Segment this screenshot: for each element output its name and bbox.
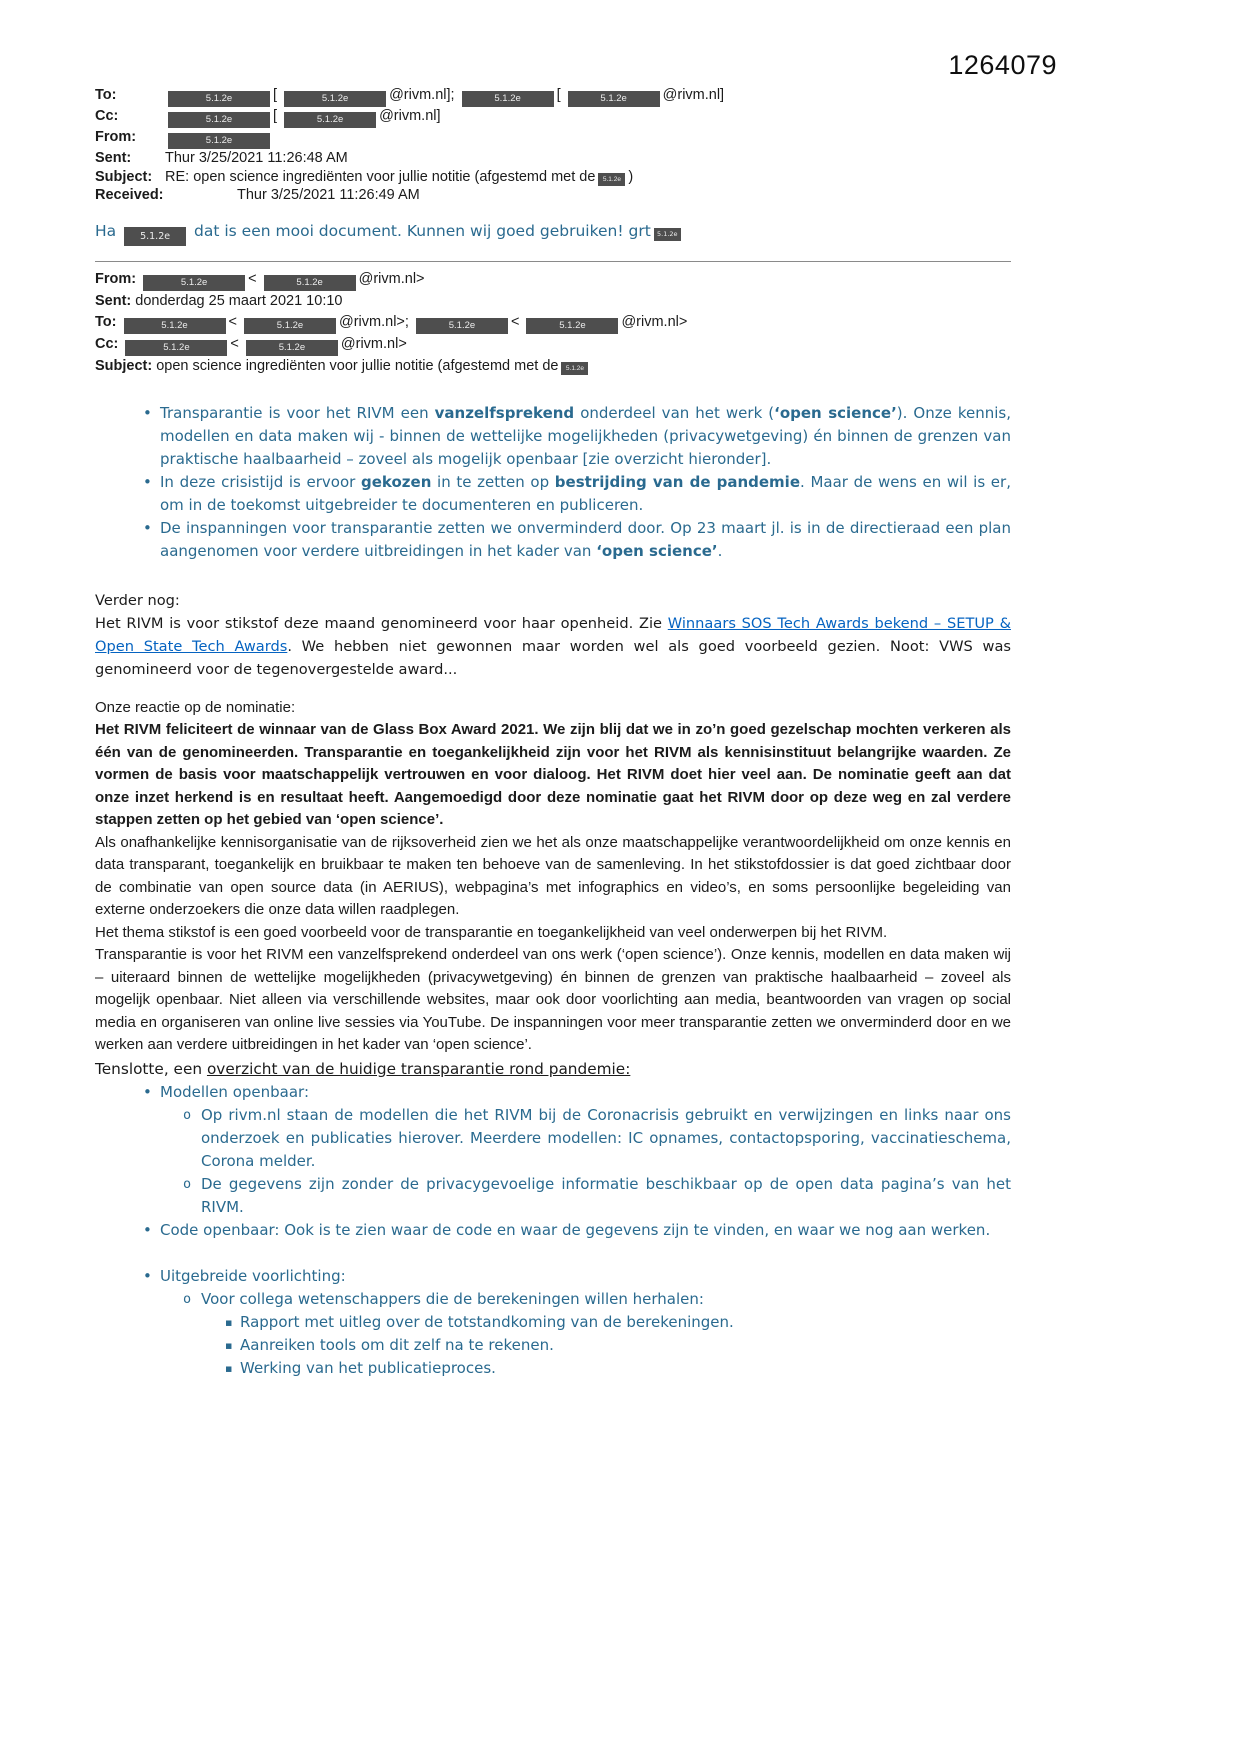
text-run: ). Onze kennis, modellen en data maken wij - binnen de wettelijke mogelijkheden (privacywetgeving) én binnen de grenzen van praktische haalbaarheid – zoveel als mogelijk openbaar [zie overzicht hieronder].	[160, 403, 1011, 468]
subject-value	[165, 168, 1011, 187]
sent-value: donderdag 25 maart 2021 10:10	[135, 292, 343, 309]
text-run: De inspanningen voor transparantie zetten we onverminderd door. Op 23 maart jl. is in de directieraad een plan aangenomen voor verdere uitbreidingen in het kader van	[160, 518, 1011, 560]
transparency-overview-list	[95, 1081, 1011, 1380]
angle-bracket: <	[228, 314, 237, 330]
text-run-bold: gekozen	[361, 472, 432, 491]
to-label: To:	[95, 87, 117, 103]
bullet-text: • Code openbaar: Ook is te zien waar de code en waar de gegevens zijn te vinden, en waar we nog aan werken.	[160, 1220, 991, 1239]
bullet-text: ▪ Werking van het publicatieproces.	[240, 1358, 496, 1377]
address-text: @rivm.nl>;	[339, 314, 409, 330]
address-text: @rivm.nl>	[621, 314, 688, 330]
list-item	[143, 1081, 1011, 1104]
header-row-to	[95, 86, 1011, 107]
bullet-text: ▪ Aanreiken tools om dit zelf na te rekenen.	[240, 1335, 554, 1354]
redaction-box: 5.1.2e	[124, 318, 226, 334]
header-row-cc	[95, 107, 1011, 128]
to-label: To:	[95, 314, 117, 330]
text-run-bold: ‘open science’	[596, 541, 718, 560]
received-label: Received:	[95, 187, 164, 203]
paragraph: Als onafhankelijke kennisorganisatie van de rijksoverheid zien we het als onze maatschappelijke verantwoordelijkheid om onze kennis en data transparant, toegankelijk en bruikbaar te maken ten behoeve van de samenleving. In het stikstofdossier is dat goed zichtbaar door de combinatie van open source data (in AERIUS), webpagina’s met infographics en video’s, en soms persoonlijke begeleiding van externe onderzoekers die onze data willen raadplegen.	[95, 833, 1011, 918]
redaction-box: 5.1.2e	[568, 91, 660, 107]
redaction-box: 5.1.2e	[124, 227, 186, 246]
subject-close: )	[628, 168, 634, 185]
subject-label: Subject:	[95, 358, 153, 374]
address-text: @rivm.nl]	[379, 108, 441, 124]
redaction-box: 5.1.2e	[264, 275, 356, 291]
text-run: .	[717, 541, 723, 560]
bullet-text: o De gegevens zijn zonder de privacygevoelige informatie beschikbaar op de open data pagina’s van het RIVM.	[201, 1174, 1011, 1216]
redaction-box: 5.1.2e	[125, 340, 227, 356]
redaction-box: 5.1.2e	[244, 318, 336, 334]
cc-value	[165, 107, 1011, 128]
received-value	[165, 186, 1011, 205]
cc-label: Cc:	[95, 108, 119, 124]
quoted-row-sent	[95, 291, 1011, 313]
list-item	[143, 402, 1011, 471]
address-text: @rivm.nl>	[358, 270, 425, 287]
redaction-box: 5.1.2e	[246, 340, 338, 356]
address-text: @rivm.nl>	[340, 336, 407, 352]
subject-text: RE: open science ingrediënten voor jullie notitie (afgestemd met de	[165, 168, 596, 185]
section-heading: Verder nog:	[95, 591, 180, 609]
received-text: Thur 3/25/2021 11:26:49 AM	[237, 187, 420, 203]
email-header	[95, 86, 1011, 205]
text-run-bold: bestrijding van de pandemie	[554, 472, 801, 491]
list-item	[225, 1357, 1011, 1380]
nomination-response-paragraph: Het RIVM feliciteert de winnaar van de Glass Box Award 2021. We zijn blij dat we in zo’n goed gezelschap mochten verkeren als één van de genomineerden. Transparantie en toegankelijkheid zijn voor het RIVM als kennisinstituut belangrijke waarden. Ze vormen de basis voor maatschappelijk vertrouwen en voor dialoog. Het RIVM doet hier veel aan. De nominatie geeft aan dat onze inzet herkend is en resultaat heeft. Aangemoedigd door deze nominatie gaat het RIVM door op deze weg en zal verdere stappen zetten op het gebied van ‘open science’.	[95, 721, 1011, 828]
redaction-box: 5.1.2e	[654, 228, 681, 241]
text-run: Tenslotte, een	[95, 1059, 207, 1078]
sent-label: Sent:	[95, 292, 132, 309]
text-run: in te zetten op	[431, 472, 555, 491]
text-run-bold: ‘open science’	[774, 403, 897, 422]
redaction-box: 5.1.2e	[168, 112, 270, 128]
text-run: . Maar de wens en wil is er, om in de toekomst uitgebreider te documenteren en publiceren.	[160, 472, 1011, 514]
bullet-text: ▪ Rapport met uitleg over de totstandkoming van de berekeningen.	[240, 1312, 734, 1331]
greeting-text: dat is een mooi document. Kunnen wij goed gebruiken! grt	[194, 221, 651, 240]
bullet-text	[160, 402, 1011, 471]
list-item	[143, 1219, 1011, 1242]
text-run: . We hebben niet gewonnen maar worden wel als goed voorbeeld gezien. Noot: VWS was genomineerd voor de tegenovergestelde award...	[95, 637, 1012, 678]
section-reactie	[95, 697, 1011, 1081]
redaction-box: 5.1.2e	[168, 133, 270, 149]
paragraph	[95, 612, 1011, 681]
redaction-box: 5.1.2e	[526, 318, 618, 334]
greeting-line	[95, 222, 1011, 246]
quoted-row-subject	[95, 356, 1011, 378]
closing-line	[95, 1057, 1011, 1081]
angle-bracket: <	[248, 270, 257, 287]
address-text: @rivm.nl]	[662, 87, 725, 103]
redaction-box: 5.1.2e	[168, 91, 270, 107]
bracket: [	[273, 108, 278, 124]
list-item	[143, 471, 1011, 517]
text-run: In deze crisistijd is ervoor	[160, 472, 361, 491]
angle-bracket: <	[230, 336, 239, 352]
header-row-subject	[95, 168, 1011, 187]
bracket: [	[273, 87, 278, 103]
bracket: [	[556, 87, 561, 103]
from-value	[165, 128, 1011, 149]
list-item	[225, 1334, 1011, 1357]
bullet-text	[160, 471, 1011, 517]
quoted-row-to	[95, 312, 1011, 334]
section-verder-nog	[95, 589, 1011, 681]
cc-label: Cc:	[95, 336, 119, 352]
sent-value: Thur 3/25/2021 11:26:48 AM	[165, 150, 348, 166]
list-item	[143, 517, 1011, 563]
section-heading: Onze reactie op de nominatie:	[95, 698, 296, 716]
list-item	[183, 1104, 1011, 1173]
redaction-box: 5.1.2e	[284, 91, 386, 107]
redaction-box: 5.1.2e	[143, 275, 245, 291]
from-label: From:	[95, 129, 137, 145]
quoted-row-cc	[95, 334, 1011, 356]
list-item	[143, 1265, 1011, 1288]
header-row-sent	[95, 149, 1011, 168]
address-text: @rivm.nl];	[389, 87, 455, 103]
bullet-text	[160, 517, 1011, 563]
bullet-text: o Op rivm.nl staan de modellen die het RIVM bij de Coronacrisis gebruikt en verwijzingen en links naar ons onderzoek en publicaties hierover. Meerdere modellen: IC opnames, contactopsporing, vaccinatieschema, Corona melder.	[201, 1105, 1011, 1170]
text-run-bold: vanzelfsprekend	[434, 403, 575, 422]
subject-text: open science ingrediënten voor jullie notitie (afgestemd met de	[156, 358, 559, 374]
text-run-underline: overzicht van de huidige transparantie rond pandemie:	[206, 1059, 631, 1078]
header-row-received	[95, 186, 1011, 205]
redaction-box: 5.1.2e	[462, 91, 554, 107]
bullet-text: • Uitgebreide voorlichting:	[160, 1266, 346, 1285]
greeting-text: Ha	[95, 221, 117, 240]
bullet-text: • Modellen openbaar:	[160, 1082, 310, 1101]
text-run: onderdeel van het werk (	[574, 403, 775, 422]
to-value	[165, 86, 1011, 107]
redaction-box: 5.1.2e	[598, 173, 625, 186]
redaction-box: 5.1.2e	[561, 362, 588, 375]
header-row-from	[95, 128, 1011, 149]
quoted-email-header	[95, 261, 1011, 378]
bullet-text: o Voor collega wetenschappers die de berekeningen willen herhalen:	[201, 1289, 704, 1308]
redaction-box: 5.1.2e	[416, 318, 508, 334]
from-label: From:	[95, 270, 137, 287]
list-item	[225, 1311, 1011, 1334]
redaction-box: 5.1.2e	[284, 112, 376, 128]
text-run: Het RIVM is voor stikstof deze maand genomineerd voor haar openheid. Zie	[95, 614, 668, 632]
list-item	[183, 1173, 1011, 1219]
quoted-row-from	[95, 269, 1011, 291]
subject-label: Subject:	[95, 168, 153, 185]
list-item	[183, 1288, 1011, 1311]
quoted-body-bullets	[95, 402, 1011, 563]
email-content	[95, 86, 1011, 1380]
text-run: Transparantie is voor het RIVM een	[160, 403, 435, 422]
sent-label: Sent:	[95, 150, 132, 166]
angle-bracket: <	[510, 314, 520, 330]
paragraph: Het thema stikstof is een goed voorbeeld voor de transparantie en toegankelijkheid van veel onderwerpen bij het RIVM.	[95, 923, 888, 941]
paragraph: Transparantie is voor het RIVM een vanzelfsprekend onderdeel van ons werk (‘open science’). Onze kennis, modellen en data maken wij – uiteraard binnen de wettelijke mogelijkheden (privacywetgeving) én binnen de grenzen van praktische haalbaarheid – zoveel als mogelijk openbaar. Niet alleen via verschillende websites, maar ook door voorlichting aan media, beantwoorden van vragen op social media en organiseren van online live sessies via YouTube. De inspanningen voor meer transparantie zetten we onverminderd door en we werken aan verdere uitbreidingen in het kader van ‘open science’.	[95, 946, 1011, 1053]
tech-awards-link[interactable]: Winnaars SOS Tech Awards bekend – SETUP & Open State Tech Awards	[95, 614, 1011, 655]
document-number: 1264079	[948, 50, 1057, 80]
